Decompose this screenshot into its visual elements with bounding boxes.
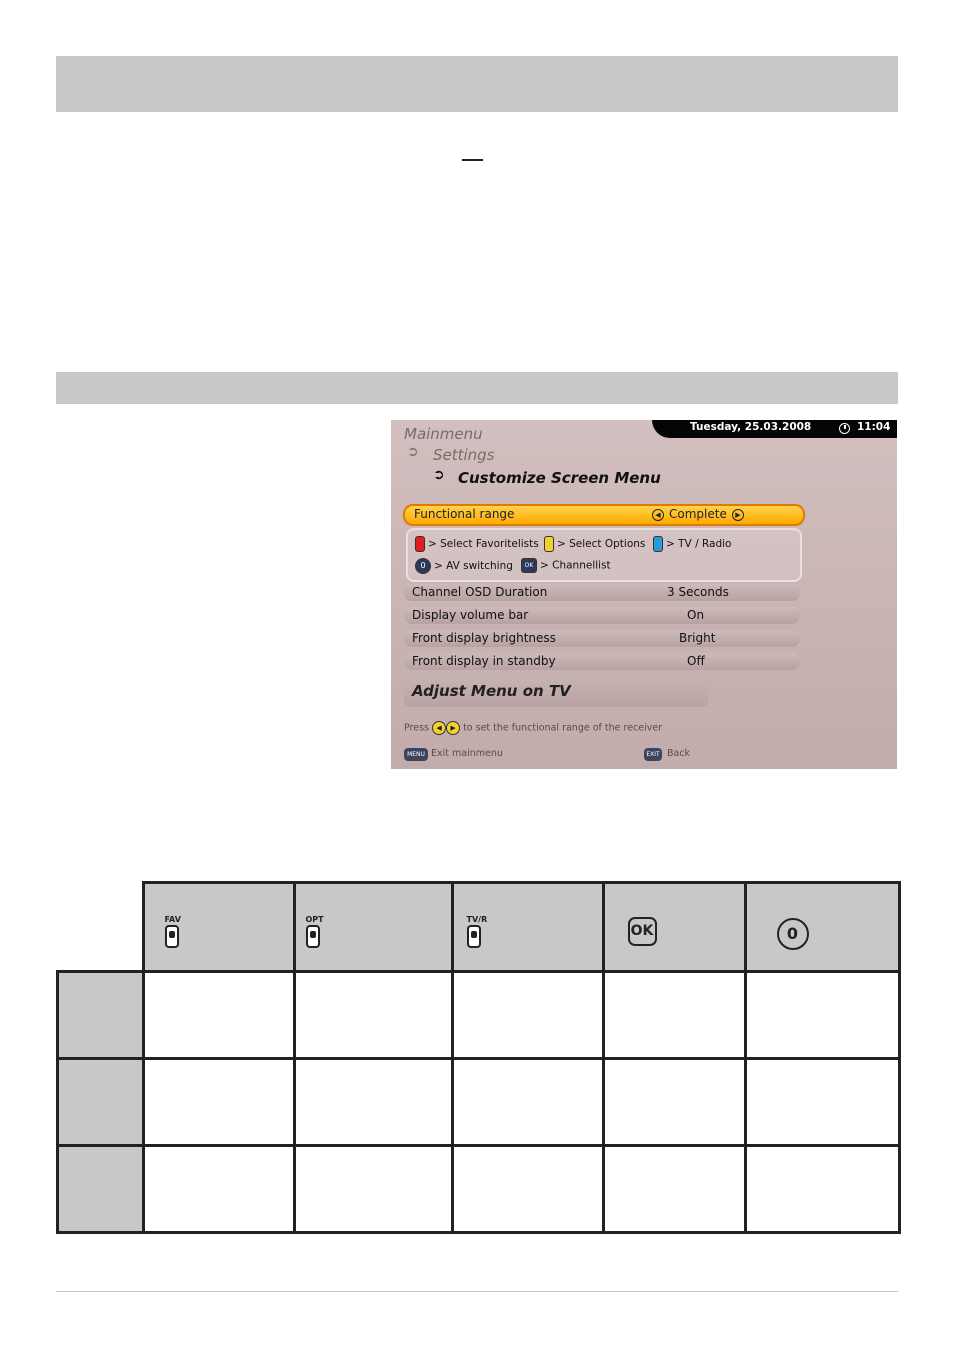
page-title: Customize Screen Menu xyxy=(458,469,661,487)
table-cell xyxy=(452,1146,603,1233)
tv-radio-key-icon xyxy=(467,925,481,948)
setting-row-front-display-standby[interactable]: Front display in standby Off xyxy=(404,653,800,670)
arrow-left-icon[interactable]: ◀ xyxy=(652,509,664,521)
table-cell xyxy=(745,972,899,1059)
help-text: Press ◀ ▶ to set the functional range of the receiver xyxy=(404,722,663,734)
adjust-menu-button[interactable]: Adjust Menu on TV xyxy=(404,675,708,707)
ok-key-icon: OK xyxy=(521,558,537,573)
header-fav: FAV xyxy=(143,883,294,972)
legend-favorites: > Select Favoritelists xyxy=(415,536,539,552)
zero-key-icon: 0 xyxy=(777,918,809,950)
header-tvr: TV/R xyxy=(452,883,603,972)
breadcrumb-settings[interactable]: Settings xyxy=(433,446,495,464)
section-header-band xyxy=(56,372,898,404)
setting-row-channel-osd-duration[interactable]: Channel OSD Duration 3 Seconds xyxy=(404,584,800,601)
red-key-icon xyxy=(415,536,425,552)
table-cell xyxy=(452,972,603,1059)
osd-time: 11:04 xyxy=(857,421,891,433)
setting-row-display-volume-bar[interactable]: Display volume bar On xyxy=(404,607,800,624)
table-row xyxy=(58,972,900,1059)
footer-divider xyxy=(56,1291,898,1292)
functional-range-label: Functional range xyxy=(414,507,515,521)
table-cell xyxy=(143,1146,294,1233)
ok-key-icon: OK xyxy=(628,917,657,946)
yellow-key-icon xyxy=(544,536,554,552)
table-cell xyxy=(294,972,452,1059)
clock-icon xyxy=(839,423,850,434)
table-row xyxy=(58,1146,900,1233)
menu-key-icon: MENU xyxy=(404,748,428,761)
blue-key-icon xyxy=(653,536,663,552)
table-corner xyxy=(58,883,144,972)
table-cell xyxy=(452,1059,603,1146)
exit-mainmenu-hint[interactable]: Exit mainmenu xyxy=(431,748,503,759)
functional-range-selector[interactable] xyxy=(403,504,805,526)
header-zero xyxy=(745,883,899,972)
header-ok xyxy=(603,883,745,972)
row-header xyxy=(58,972,144,1059)
table-cell xyxy=(143,1059,294,1146)
back-hint[interactable]: Back xyxy=(667,748,691,759)
breadcrumb-mainmenu[interactable]: Mainmenu xyxy=(404,425,483,443)
yellow-left-key-icon: ◀ xyxy=(432,721,446,735)
functional-range-value: Complete xyxy=(669,507,727,521)
arrow-right-icon[interactable]: ▶ xyxy=(732,509,744,521)
table-cell xyxy=(603,1059,745,1146)
yellow-right-key-icon: ▶ xyxy=(446,721,460,735)
table-cell xyxy=(603,972,745,1059)
table-cell xyxy=(603,1146,745,1233)
legend-options: > Select Options xyxy=(544,536,645,552)
top-header-band xyxy=(56,56,898,112)
zero-key-icon: 0 xyxy=(415,558,431,574)
opt-key-icon xyxy=(306,925,320,948)
setting-row-front-display-brightness[interactable]: Front display brightness Bright xyxy=(404,630,800,647)
key-legend xyxy=(406,528,802,582)
row-header xyxy=(58,1059,144,1146)
underline-mark xyxy=(462,159,483,161)
legend-tv-radio: > TV / Radio xyxy=(653,536,731,552)
legend-av-switching: 0 > AV switching xyxy=(415,558,513,574)
header-opt: OPT xyxy=(294,883,452,972)
key-function-table xyxy=(56,881,901,1234)
table-cell xyxy=(294,1146,452,1233)
row-header xyxy=(58,1146,144,1233)
table-cell xyxy=(745,1146,899,1233)
table-cell xyxy=(294,1059,452,1146)
legend-channellist: OK > Channellist xyxy=(521,558,611,573)
table-cell xyxy=(143,972,294,1059)
submenu-arrow-icon xyxy=(408,448,420,460)
table-cell xyxy=(745,1059,899,1146)
submenu-arrow-icon xyxy=(434,471,446,483)
table-row xyxy=(58,1059,900,1146)
osd-date: Tuesday, 25.03.2008 xyxy=(690,421,812,433)
fav-key-icon xyxy=(165,925,179,948)
exit-key-icon: EXIT xyxy=(644,748,662,761)
osd-screen xyxy=(391,420,897,769)
